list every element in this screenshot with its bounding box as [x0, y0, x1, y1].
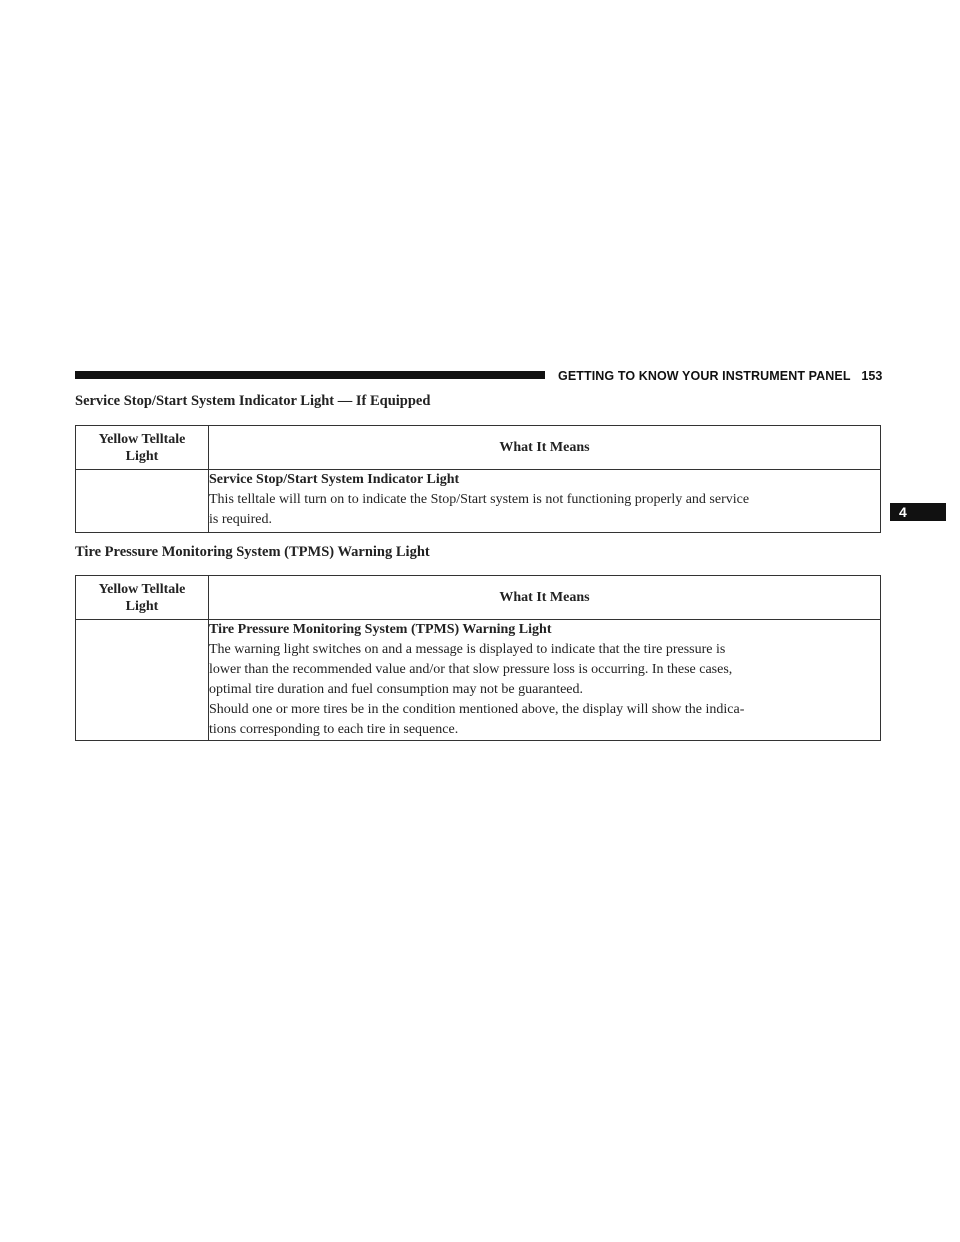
telltale-table-tpms [75, 575, 881, 741]
table-header-row [76, 576, 881, 620]
header-rule [75, 371, 545, 379]
section-title-stop-start: Service Stop/Start System Indicator Light — If Equipped [75, 393, 431, 409]
entry-text: is required. [209, 512, 272, 527]
entry-text: lower than the recommended value and/or that slow pressure loss is occurring. In these cases, [209, 662, 733, 677]
entry-text: optimal tire duration and fuel consumption may not be guaranteed. [209, 682, 584, 697]
col-header-line1: Yellow Telltale [98, 431, 186, 447]
entry-text: The warning light switches on and a message is displayed to indicate that the tire pressure is [209, 642, 726, 657]
table-header-row [76, 426, 881, 470]
col-header-line2: Light [125, 448, 159, 464]
meaning-cell [209, 470, 881, 533]
running-header [558, 369, 882, 383]
page-number: 153 [861, 369, 883, 383]
telltale-icon-cell [76, 470, 209, 533]
section-title-tpms: Tire Pressure Monitoring System (TPMS) Warning Light [75, 544, 430, 560]
entry-title: Tire Pressure Monitoring System (TPMS) Warning Light [209, 622, 552, 637]
entry-title: Service Stop/Start System Indicator Light [209, 472, 460, 487]
col-header-telltale [76, 576, 209, 620]
col-header-line2: Light [125, 598, 159, 614]
table-row [76, 620, 881, 741]
telltale-table-stop-start [75, 425, 881, 533]
col-header-meaning: What It Means [209, 426, 881, 470]
col-header-telltale [76, 426, 209, 470]
entry-text: Should one or more tires be in the condition mentioned above, the display will show the indica- [209, 702, 745, 717]
meaning-cell [209, 620, 881, 741]
chapter-tab: 4 [890, 503, 946, 521]
entry-text: This telltale will turn on to indicate the Stop/Start system is not functioning properly and service [209, 492, 750, 507]
table-row [76, 470, 881, 533]
entry-text: tions corresponding to each tire in sequence. [209, 722, 459, 737]
col-header-meaning: What It Means [209, 576, 881, 620]
col-header-line1: Yellow Telltale [98, 581, 186, 597]
running-title: GETTING TO KNOW YOUR INSTRUMENT PANEL [558, 369, 851, 383]
telltale-icon-cell [76, 620, 209, 741]
